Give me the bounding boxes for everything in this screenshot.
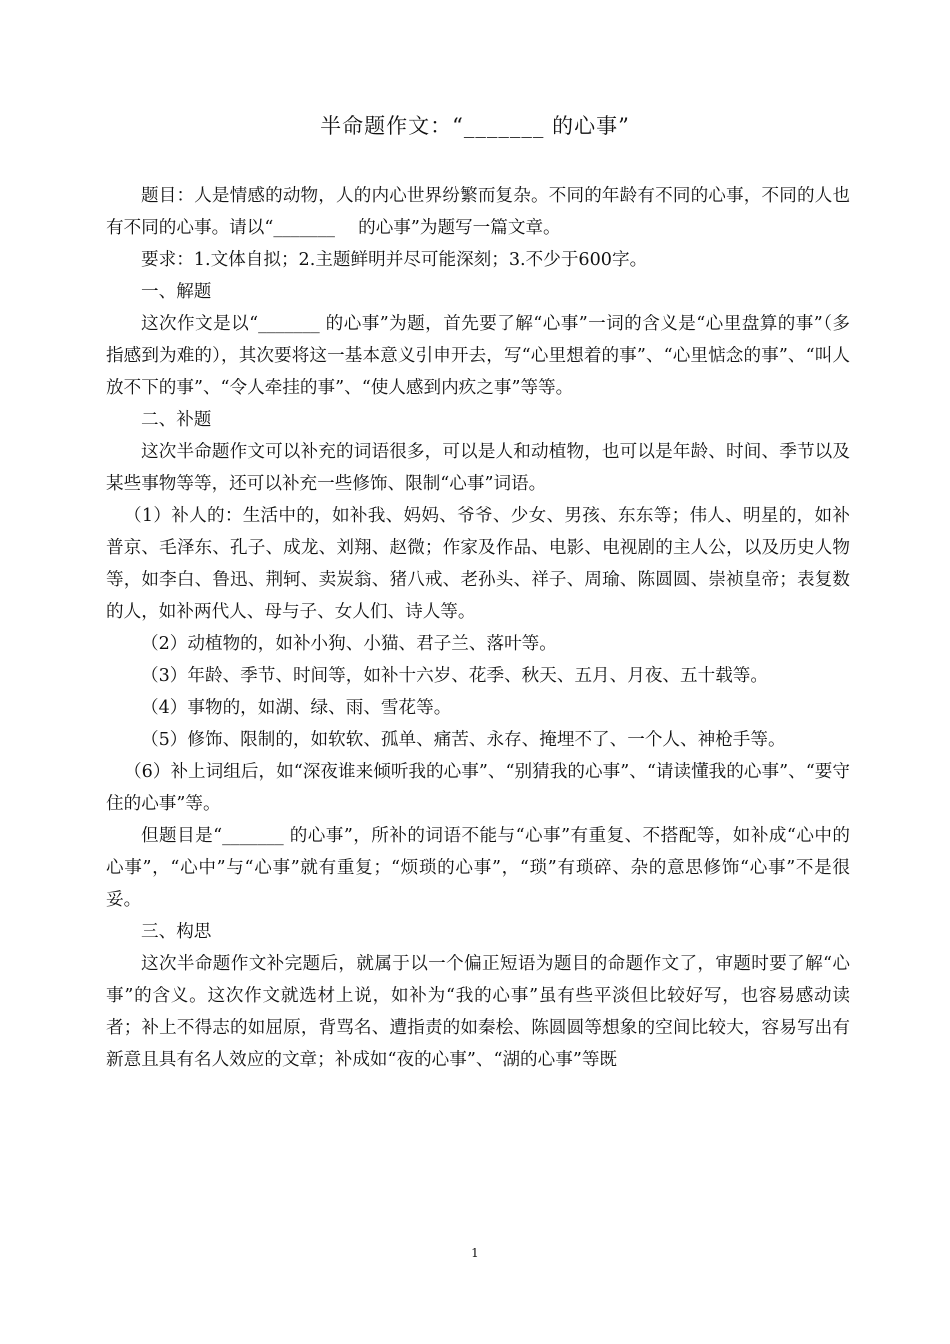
paragraph: 题目：人是情感的动物，人的内心世界纷繁而复杂。不同的年龄有不同的心事，不同的人也有不同的心事。请以“_______ 的心事”为题写一篇文章。: [106, 186, 850, 238]
paragraph: （4）事物的，如湖、绿、雨、雪花等。: [141, 698, 452, 718]
paragraph: 这次半命题作文可以补充的词语很多，可以是人和动植物，也可以是年龄、时间、季节以及某些事物等等，还可以补充一些修饰、限制“心事”词语。: [106, 442, 850, 494]
paragraph: 但题目是“_______ 的心事”，所补的词语不能与“心事”有重复、不搭配等，如补成“心中的心事”，“心中”与“心事”就有重复；“烦琐的心事”，“琐”有琐碎、杂的意思修饰“心事”不是很妥。: [106, 826, 850, 910]
paragraph: （5）修饰、限制的，如软软、孤单、痛苦、永存、掩埋不了、一个人、神枪手等。: [141, 730, 786, 750]
paragraph: （6）补上词组后，如“深夜谁来倾听我的心事”、“别猜我的心事”、“请读懂我的心事”、“要守住的心事”等。: [106, 762, 850, 814]
paragraph: （1）补人的：生活中的，如补我、妈妈、爷爷、少女、男孩、东东等；伟人、明星的，如补普京、毛泽东、孔子、成龙、刘翔、赵微；作家及作品、电影、电视剧的主人公，以及历史人物等，如李白、鲁迅、荆轲、卖炭翁、猪八戒、老孙头、祥子、周瑜、陈圆圆、崇祯皇帝；表复数的人，如补两代人、母与子、女人们、诗人等。: [106, 506, 850, 622]
section-heading: 二、补题: [141, 410, 212, 430]
paragraph: 这次作文是以“_______ 的心事”为题，首先要了解“心事”一词的含义是“心里盘算的事”（多指感到为难的），其次要将这一基本意义引申开去，写“心里想着的事”、“心里惦念的事”、“叫人放不下的事”、“令人牵挂的事”、“使人感到内疚之事”等等。: [106, 314, 850, 398]
section-heading: 一、解题: [141, 282, 212, 302]
paragraph: 要求：1.文体自拟；2.主题鲜明并尽可能深刻；3.不少于600字。: [141, 250, 648, 270]
page-number: 1: [471, 1246, 479, 1260]
document-title: 半命题作文：“_______ 的心事”: [320, 114, 630, 138]
paragraph: （2）动植物的，如补小狗、小猫、君子兰、落叶等。: [141, 634, 557, 654]
paragraph: （3）年龄、季节、时间等，如补十六岁、花季、秋天、五月、月夜、五十载等。: [141, 666, 768, 686]
section-heading: 三、构思: [141, 922, 212, 942]
paragraph: 这次半命题作文补完题后，就属于以一个偏正短语为题目的命题作文了，审题时要了解“心事”的含义。这次作文就选材上说，如补为“我的心事”虽有些平淡但比较好写，也容易感动读者；补上不得志的如屈原，背骂名、遭指责的如秦桧、陈圆圆等想象的空间比较大，容易写出有新意且具有名人效应的文章；补成如“夜的心事”、“湖的心事”等既: [106, 954, 850, 1070]
document-body: [106, 180, 850, 1076]
